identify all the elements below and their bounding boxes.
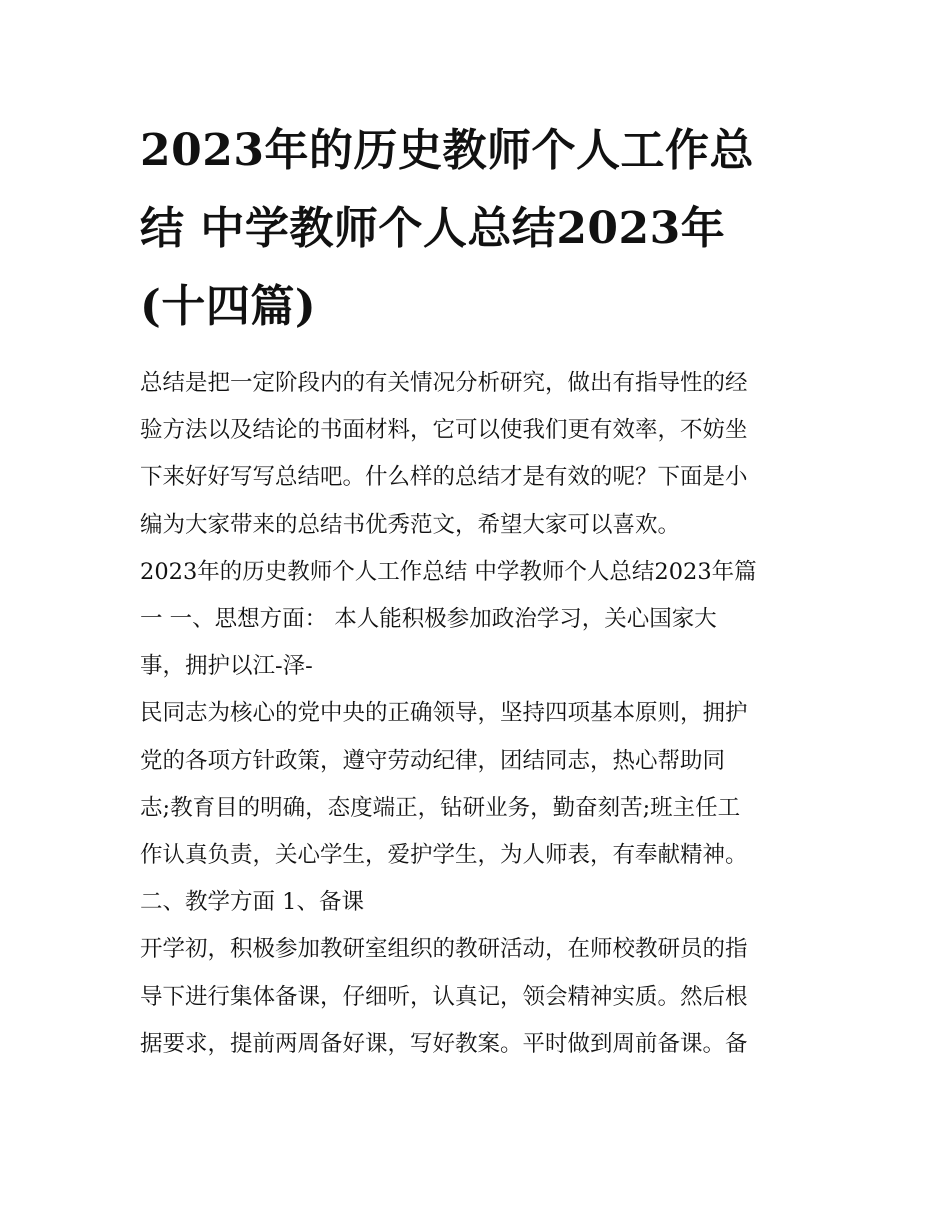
title-line-3: (十四篇): [140, 281, 317, 332]
document-page: [140, 112, 820, 1068]
body-line: 验方法以及结论的书面材料，它可以使我们更有效率，不妨坐: [140, 417, 748, 444]
body-line: 事，拥护以江-泽-: [140, 653, 313, 680]
body-line: 总结是把一定阶段内的有关情况分析研究，做出有指导性的经: [140, 370, 748, 396]
body-line: 一 一、思想方面： 本人能积极参加政治学习，关心国家大: [140, 606, 717, 633]
title-line-1: 2023年的历史教师个人工作总: [140, 125, 754, 176]
body-line: 党的各项方针政策，遵守劳动纪律，团结同志，热心帮助同: [140, 747, 726, 774]
title-line-2: 结 中学教师个人总结2023年: [140, 203, 726, 254]
body-line: 2023年的历史教师个人工作总结 中学教师个人总结2023年篇: [140, 558, 757, 585]
document-body: [140, 360, 820, 1068]
body-line: 编为大家带来的总结书优秀范文，希望大家可以喜欢。: [140, 511, 681, 538]
document-title: [140, 112, 820, 346]
body-line: 民同志为核心的党中央的正确领导，坚持四项基本原则，拥护: [140, 700, 748, 727]
body-line: 下来好好写写总结吧。什么样的总结才是有效的呢？下面是小: [140, 464, 748, 491]
body-line: 导下进行集体备课，仔细听，认真记，领会精神实质。然后根: [140, 983, 748, 1010]
body-line: 二、教学方面 1、备课: [140, 889, 364, 916]
body-line: 志;教育目的明确，态度端正，钻研业务，勤奋刻苦;班主任工: [140, 794, 741, 821]
body-line: 作认真负责，关心学生，爱护学生，为人师表，有奉献精神。: [140, 842, 748, 869]
body-line: 开学初，积极参加教研室组织的教研活动，在师校教研员的指: [140, 936, 748, 963]
body-line: 据要求，提前两周备好课，写好教案。平时做到周前备课。备: [140, 1030, 748, 1057]
